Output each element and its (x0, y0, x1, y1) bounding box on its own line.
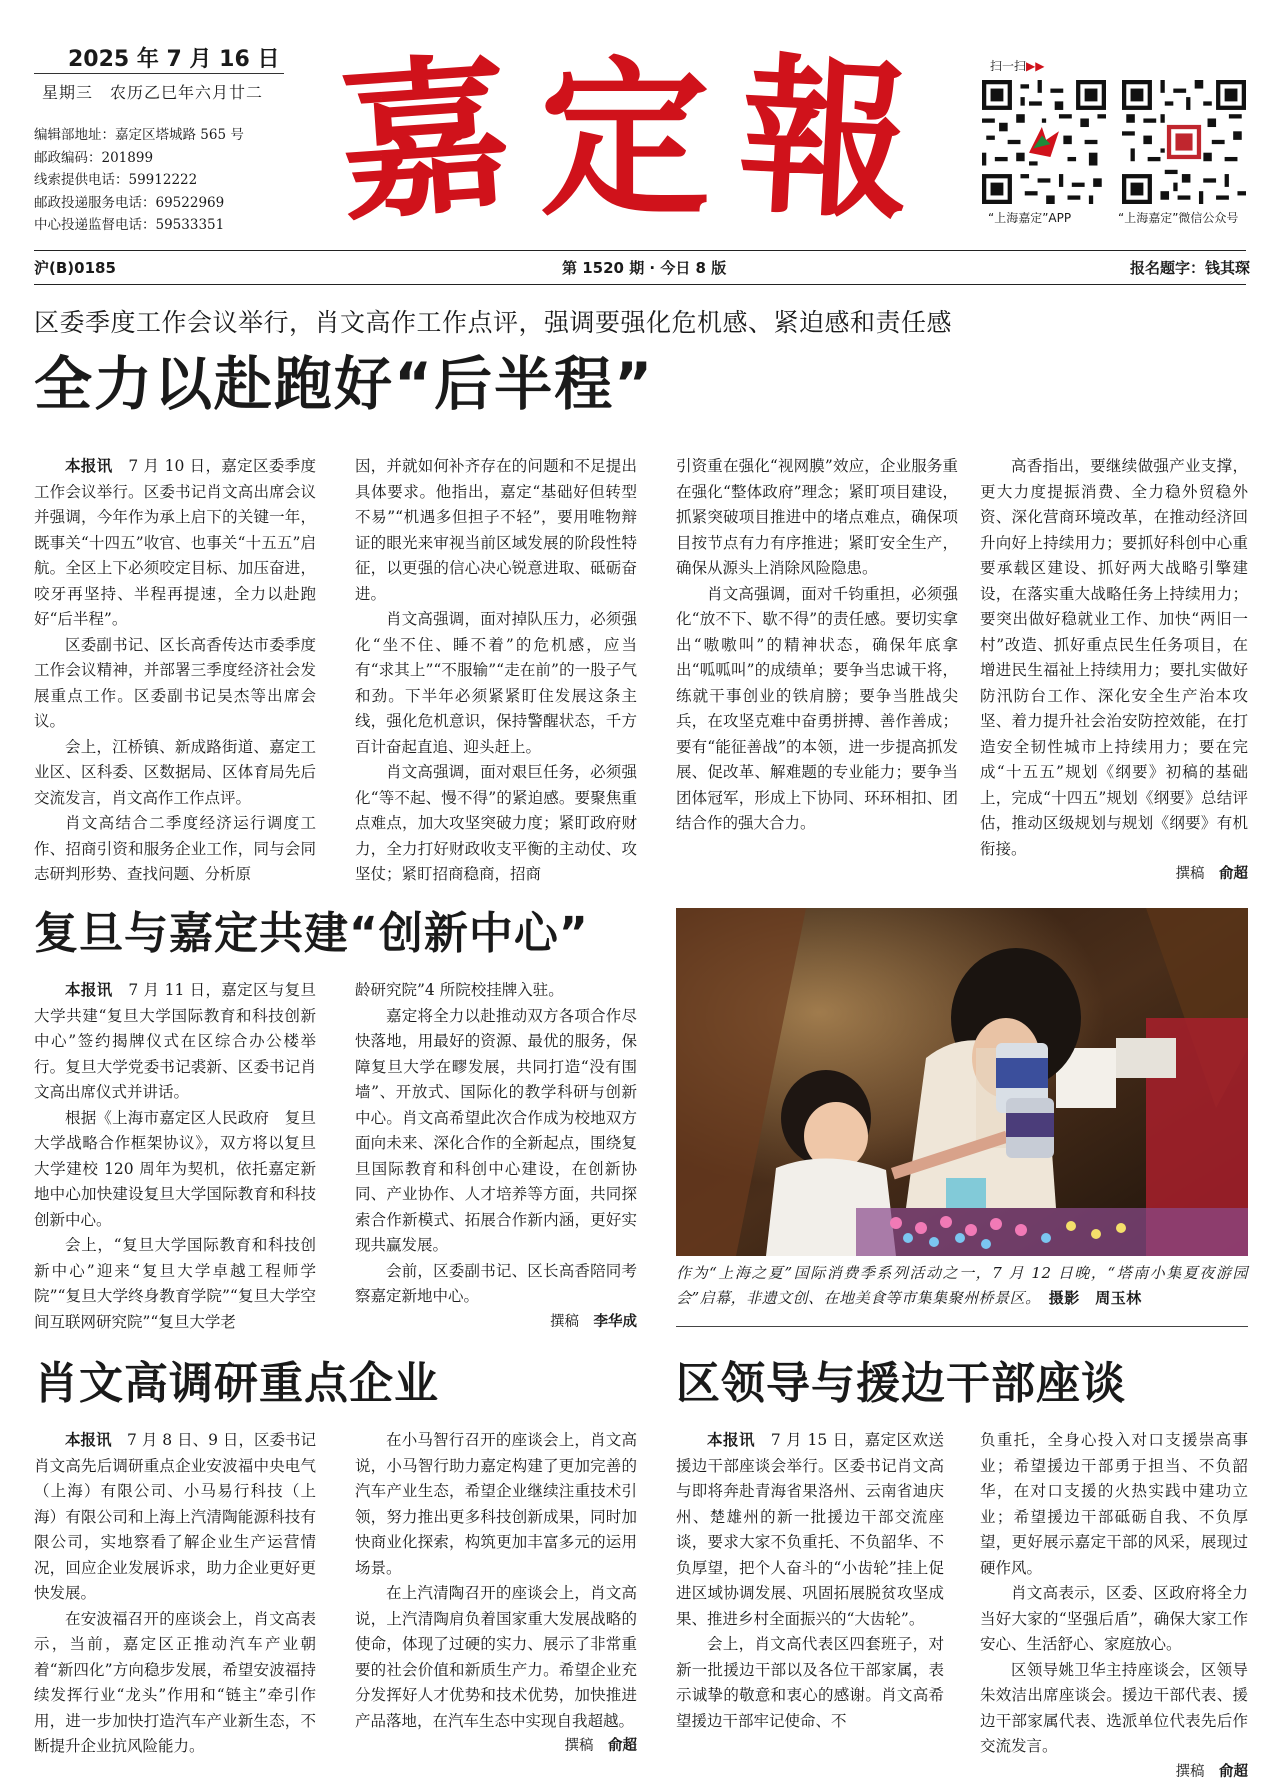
story3-column-1 (34, 1428, 316, 1770)
story1-c2-p1: 因，并就如何补齐存在的问题和不足提出具体要求。他指出，嘉定“基础好但转型不易”“机遇多但担子不轻”，要用唯物辩证的眼光来审视当前区域发展的阶段性特征，以更强的信心决心锐意进取、砥砺奋进。 (355, 454, 637, 607)
story2-c2-p3: 会前，区委副书记、区长高香陪同考察嘉定新地中心。 (355, 1259, 637, 1310)
story2-headline: 复旦与嘉定共建“创新中心” (34, 904, 589, 964)
story3-c1-p2: 在安波福召开的座谈会上，肖文高表示，当前，嘉定区正推动汽车产业朝着“新四化”方向稳步发展，希望安波福持续发挥行业“龙头”作用和“链主”牵引作用，进一步加快打造汽车产业新生态，不断提升企业抗风险能力。 (34, 1607, 316, 1760)
story4-column-2 (980, 1428, 1248, 1770)
story1-c2-p3: 肖文高强调，面对艰巨任务，必须强化“等不起、慢不得”的紧迫感。要聚焦重点难点，加大攻坚突破力度；紧盯政府财力，全力打好财政收支平衡的主动仗、攻坚仗；紧盯招商稳商，招商 (355, 760, 637, 888)
story1-headline: 全力以赴跑好“后半程” (34, 344, 654, 424)
story2-column-1 (34, 978, 316, 1336)
photo-credit-name: 周玉林 (1095, 1289, 1142, 1307)
logo-char-2: 定 (540, 20, 710, 260)
photo-credit-label: 摄影 (1049, 1289, 1080, 1307)
issue-date: 2025 年 7 月 16 日 (68, 42, 279, 73)
story1-byline: 撰稿 俞超 (980, 862, 1248, 888)
story1-c1-p4: 肖文高结合二季度经济运行调度工作、招商引资和服务企业工作，同与会同志研判形势、查找问题、分析原 (34, 811, 316, 888)
qr-caption-wechat: “上海嘉定”微信公众号 (1118, 209, 1238, 226)
story1-kicker: 区委季度工作会议举行，肖文高作工作点评，强调要强化危机感、紧迫感和责任感 (34, 303, 952, 339)
story1-c3-p1: 引资重在强化“视网膜”效应，企业服务重在强化“整体政府”理念；紧盯项目建设，抓紧突破项目推进中的堵点难点，确保项目按节点有力有序推进；紧盯安全生产，确保从源头上消除风险隐患。 (676, 454, 958, 582)
night-market-photo (676, 908, 1248, 1256)
photo-caption: 作为“上海之夏”国际消费季系列活动之一，7 月 12 日晚，“塔南小集夏夜游园会”启幕，非遗文创、在地美食等市集集聚州桥景区。 摄影 周玉林 (676, 1261, 1248, 1311)
scan-text: 扫一扫 (990, 59, 1026, 73)
story3-c2-p1: 在小马智行召开的座谈会上，肖文高说，小马智行助力嘉定构建了更加完善的汽车产业生态，希望企业继续注重技术引领，努力推出更多科技创新成果，同时加快商业化探索，构筑更加丰富多元的运用场景。 (355, 1428, 637, 1581)
story3-byline: 撰稿 俞超 (355, 1734, 637, 1760)
contact-info (34, 124, 244, 237)
info-supervision-phone: 中心投递监督电话：59533351 (34, 214, 244, 237)
story3-c1-p1: 本报讯 7 月 8 日、9 日，区委书记肖文高先后调研重点企业安波福中央电气（上海）有限公司、小马易行科技（上海）有限公司和上海上汽清陶能源科技有限公司，实地察看了解企业生产运营情况，回应企业发展诉求，助力企业更好更快发展。 (34, 1428, 316, 1607)
date-divider (34, 73, 284, 74)
logo-char-3: 報 (734, 16, 916, 265)
qr-caption-app: “上海嘉定”APP (988, 209, 1071, 226)
story1-c1-p1: 本报讯 7 月 10 日，嘉定区委季度工作会议举行。区委书记肖文高出席会议并强调，今年作为承上启下的关键一年，既事关“十四五”收官、也事关“十五五”启航。全区上下必须咬定目标、加压奋进，咬牙再坚持、半程再提速，全力以赴跑好“后半程”。 (34, 454, 316, 633)
story2-c2-p2: 嘉定将全力以赴推动双方各项合作尽快落地，用最好的资源、最优的服务，保障复旦大学在疁发展，共同打造“没有围墙”、开放式、国际化的教学科研与创新中心。肖文高希望此次合作成为校地双方面向未来、深化合作的全新起点，围绕复旦国际教育和科创中心建设，在创新协同、产业协作、人才培养等方面，共同探索合作新模式、拓展合作新内涵，更好实现共赢发展。 (355, 1004, 637, 1259)
story1-c1-p2: 区委副书记、区长高香传达市委季度工作会议精神，并部署三季度经济社会发展重点工作。区委副书记吴杰等出席会议。 (34, 633, 316, 735)
story4-headline: 区领导与援边干部座谈 (676, 1354, 1126, 1414)
story1-c1-p3: 会上，江桥镇、新成路街道、嘉定工业区、区科委、区数据局、区体育局先后交流发言，肖文高作工作点评。 (34, 735, 316, 812)
publication-code: 沪(B)0185 (34, 257, 116, 278)
issue-number: 第 1520 期 · 今日 8 版 (562, 257, 726, 278)
story4-column-1 (676, 1428, 944, 1770)
story4-byline: 撰稿 俞超 (980, 1760, 1248, 1785)
weekday-lunar-date: 星期三 农历乙巳年六月廿二 (42, 80, 263, 103)
story1-column-4 (980, 454, 1248, 888)
story1-c3-p2: 肖文高强调，面对千钧重担，必须强化“放不下、歇不得”的责任感。要切实拿出“嗷嗷叫”的精神状态，确保年底拿出“呱呱叫”的成绩单；要争当忠诚干将，练就干事创业的铁肩膀；要争当胜战尖兵，在攻坚克难中奋勇拼搏、善作善成；要有“能征善战”的本领，进一步提高抓发展、促改革、解难题的专业能力；要争当团体冠军，形成上下协同、环环相扣、团结合作的强大合力。 (676, 582, 958, 837)
story3-headline: 肖文高调研重点企业 (34, 1354, 439, 1414)
info-postcode: 邮政编码：201899 (34, 147, 244, 170)
section-divider-right (676, 1326, 1248, 1327)
story3-column-2 (355, 1428, 637, 1770)
calligraphy-credit: 报名题字：钱其琛 (1130, 257, 1250, 278)
story4-c2-p2: 肖文高表示，区委、区政府将全力当好大家的“坚强后盾”，确保大家工作安心、生活舒心、家庭放心。 (980, 1581, 1248, 1658)
story4-c1-p2: 会上，肖文高代表区四套班子，对新一批援边干部以及各位干部家属，表示诚挚的敬意和衷心的感谢。肖文高希望援边干部牢记使命、不 (676, 1632, 944, 1734)
newspaper-logo (340, 20, 940, 260)
logo-char-1: 嘉 (332, 14, 518, 265)
story1-column-3 (676, 454, 958, 888)
story2-c1-p2: 根据《上海市嘉定区人民政府 复旦大学战略合作框架协议》，双方将以复旦大学建校 120 周年为契机，依托嘉定新地中心加快建设复旦大学国际教育和科技创新中心。 (34, 1106, 316, 1234)
scan-prompt (990, 57, 1044, 74)
story2-c2-p1: 龄研究院”4 所院校挂牌入驻。 (355, 978, 637, 1004)
story1-c2-p2: 肖文高强调，面对掉队压力，必须强化“坐不住、睡不着”的危机感，应当有“求其上”“不服输”“走在前”的一股子气和劲。下半年必须紧紧盯住发展这条主线，强化危机意识，保持警醒状态，千方百计奋起直追、迎头赶上。 (355, 607, 637, 760)
story4-c1-p1: 本报讯 7 月 15 日，嘉定区欢送援边干部座谈会举行。区委书记肖文高与即将奔赴青海省果洛州、云南省迪庆州、楚雄州的新一批援边干部交流座谈，要求大家不负重托、不负韶华、不负厚望，把个人奋斗的“小齿轮”挂上促进区域协调发展、巩固拓展脱贫攻坚成果、推进乡村全面振兴的“大齿轮”。 (676, 1428, 944, 1632)
info-tip-phone: 线索提供电话：59912222 (34, 169, 244, 192)
story2-c1-p1: 本报讯 7 月 11 日，嘉定区与复旦大学共建“复旦大学国际教育和科技创新中心”签约揭牌仪式在区综合办公楼举行。复旦大学党委书记裘新、区委书记肖文高出席仪式并讲话。 (34, 978, 316, 1106)
qr-code-wechat-icon[interactable] (1122, 80, 1246, 204)
story1-column-1 (34, 454, 316, 888)
info-delivery-phone: 邮政投递服务电话：69522969 (34, 192, 244, 215)
story1-c4-p1: 高香指出，要继续做强产业支撑，更大力度提振消费、全力稳外贸稳外资、深化营商环境改革，在推动经济回升向好上持续用力；要抓好科创中心重要承载区建设、抓好两大战略引擎建设，在落实重大战略任务上持续用力；要突出做好稳就业工作、加快“两旧一村”改造、抓好重点民生任务项目，在增进民生福祉上持续用力；要扎实做好防汛防台工作、深化安全生产治本攻坚、着力提升社会治安防控效能，在打造安全韧性城市上持续用力；要在完成“十五五”规划《纲要》初稿的基础上，完成“十四五”规划《纲要》总结评估，推动区级规划与规划《纲要》有机衔接。 (980, 454, 1248, 862)
info-address: 编辑部地址：嘉定区塔城路 565 号 (34, 124, 244, 147)
story4-c2-p3: 区领导姚卫华主持座谈会，区领导朱效洁出席座谈会。援边干部代表、援边干部家属代表、选派单位代表先后作交流发言。 (980, 1658, 1248, 1760)
masthead-divider-bottom (34, 284, 1246, 285)
scan-arrows-icon: ▶▶ (1026, 59, 1044, 73)
story2-c1-p3: 会上，“复旦大学国际教育和科技创新中心”迎来“复旦大学卓越工程师学院”“复旦大学终身教育学院”“复旦大学空间互联网研究院”“复旦大学老 (34, 1233, 316, 1335)
story2-column-2 (355, 978, 637, 1336)
story4-c2-p1: 负重托，全身心投入对口支援崇高事业；希望援边干部勇于担当、不负韶华，在对口支援的火热实践中建功立业；希望援边干部砥砺自我、不负厚望，更好展示嘉定干部的风采，展现过硬作风。 (980, 1428, 1248, 1581)
story2-byline: 撰稿 李华成 (355, 1310, 637, 1336)
qr-code-app-icon[interactable] (982, 80, 1106, 204)
masthead-divider-top (34, 250, 1246, 251)
story1-column-2 (355, 454, 637, 888)
story3-c2-p2: 在上汽清陶召开的座谈会上，肖文高说，上汽清陶肩负着国家重大发展战略的使命，体现了过硬的实力、展示了非常重要的社会价值和新质生产力。希望企业充分发挥好人才优势和技术优势，加快推进产品落地，在汽车生态中实现自我超越。 (355, 1581, 637, 1734)
